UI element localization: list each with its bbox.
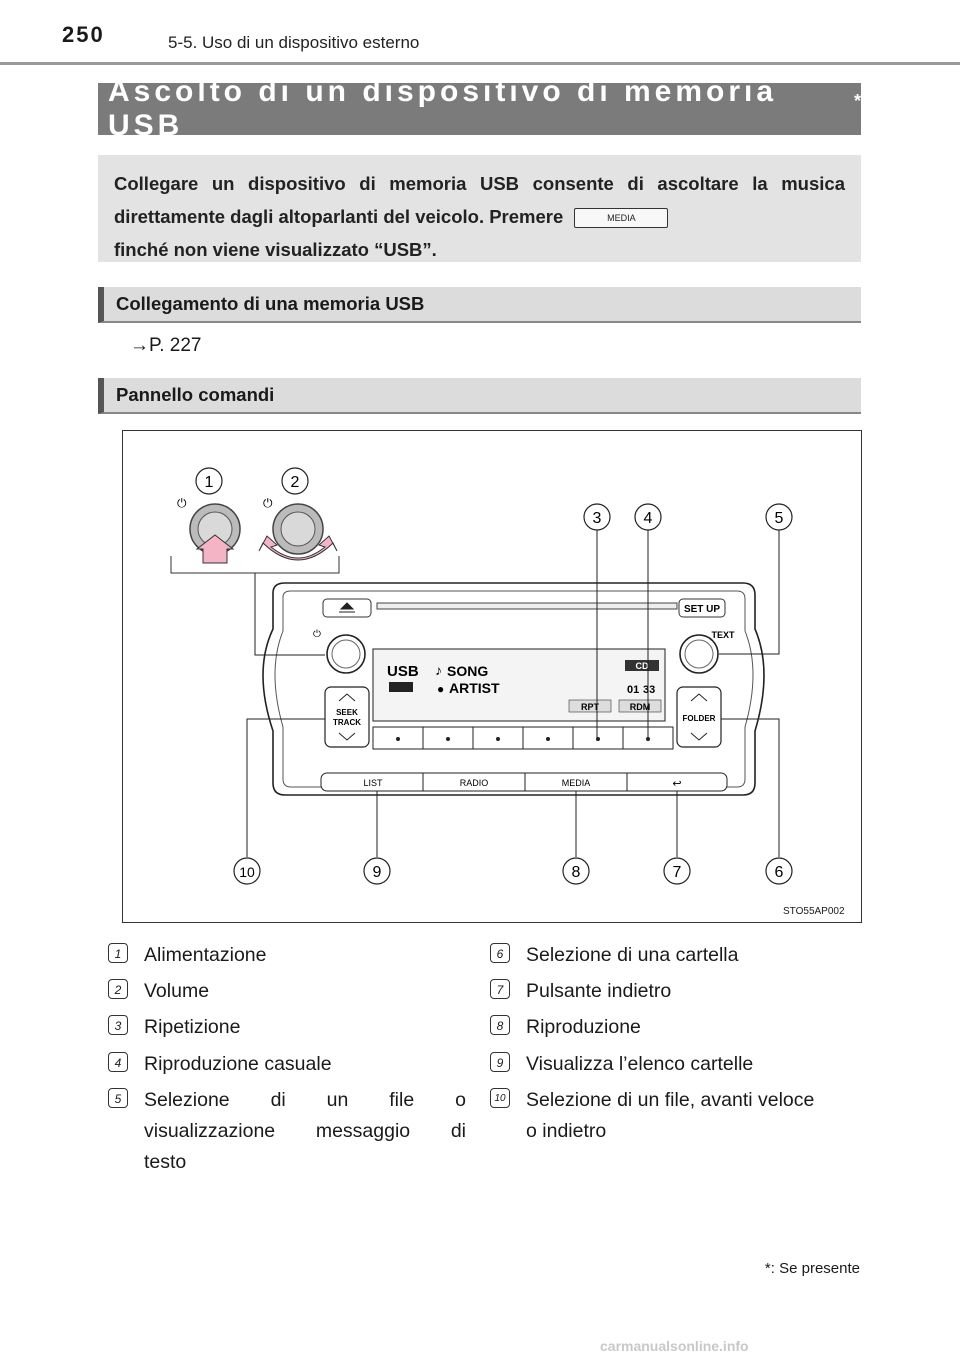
control-panel-diagram [123, 431, 860, 921]
callout-2 [282, 468, 308, 494]
callout-5 [766, 504, 792, 530]
svg-text:10: 10 [239, 864, 255, 880]
callout-9 [364, 858, 390, 884]
figure-code: STO55AP002 [783, 906, 845, 917]
callout-3 [584, 504, 610, 530]
legend-item-4: 4 Riproduzione casuale [108, 1049, 332, 1080]
section-label: 5-5. Uso di un dispositivo esterno [168, 33, 420, 52]
intro-text: Collegare un dispositivo di memoria USB consente di ascoltare la musica direttamente dagli altoparlanti del veicolo. Premere [114, 173, 845, 227]
svg-text:LIST: LIST [363, 778, 383, 788]
legend-item-6: 6 Selezione di una cartella [490, 940, 738, 971]
page-title [98, 75, 861, 142]
legend-item-5: 5 Selezione di un file o visualizzazione messaggio di testo [108, 1085, 466, 1178]
svg-text:6: 6 [774, 864, 784, 881]
section-heading-panel [98, 378, 861, 414]
asterisk-mark: * [764, 1260, 771, 1277]
svg-text:●: ● [437, 682, 445, 696]
svg-text:3: 3 [592, 510, 602, 527]
intro-box [98, 155, 861, 262]
callout-1 [196, 468, 222, 494]
svg-text:SONG: SONG [447, 663, 489, 679]
page-number: 250 [62, 22, 105, 47]
svg-text:⏻: ⏻ [177, 496, 187, 510]
svg-text:7: 7 [672, 864, 682, 881]
svg-text:5: 5 [774, 510, 784, 527]
svg-text:RPT: RPT [581, 702, 599, 712]
svg-text:⏻: ⏻ [263, 496, 273, 510]
section-heading-panel-text: Pannello comandi [116, 384, 275, 405]
radio-unit [263, 583, 764, 795]
section-heading-connect-text: Collegamento di una memoria USB [116, 293, 425, 314]
footnote: *: Se presente [764, 1260, 860, 1277]
svg-text:TRACK: TRACK [333, 718, 361, 727]
legend-item-7: 7 Pulsante indietro [490, 976, 671, 1007]
svg-text:ARTIST: ARTIST [449, 680, 500, 696]
page-title-text: Ascolto di un dispositivo di memoria USB [108, 75, 778, 142]
media-button-icon: MEDIA [574, 208, 668, 228]
legend-item-2: 2 Volume [108, 976, 209, 1007]
legend-item-1: 1 Alimentazione [108, 940, 266, 971]
svg-text:TEXT: TEXT [711, 630, 735, 640]
callout-7 [664, 858, 690, 884]
intro-text-after: finché non viene visualizzato “USB”. [114, 239, 437, 260]
page-reference: →P. 227 [130, 335, 202, 356]
power-knob-inset [177, 496, 240, 563]
svg-text:CD: CD [635, 661, 649, 671]
svg-text:SEEK: SEEK [336, 708, 358, 717]
callout-8 [563, 858, 589, 884]
svg-text:4: 4 [643, 510, 653, 527]
legend-item-10: 10 Selezione di un file, avanti veloce o indietro [490, 1085, 814, 1147]
callout-4 [635, 504, 661, 530]
svg-text:8: 8 [571, 864, 581, 881]
legend-item-8: 8 Riproduzione [490, 1012, 641, 1043]
svg-text:⏻: ⏻ [313, 629, 321, 640]
svg-text:MEDIA: MEDIA [561, 778, 591, 788]
legend-item-9: 9 Visualizza l’elenco cartelle [490, 1049, 753, 1080]
svg-text:1: 1 [204, 474, 214, 491]
control-panel-figure [122, 430, 862, 923]
volume-knob-inset [259, 496, 337, 560]
svg-text:FOLDER: FOLDER [682, 714, 716, 723]
svg-text:33: 33 [643, 684, 656, 696]
legend-item-3: 3 Ripetizione [108, 1012, 240, 1043]
header-rule [0, 62, 960, 65]
svg-text:9: 9 [372, 864, 382, 881]
watermark: carmanualsonline.info [600, 1338, 749, 1354]
asterisk-mark: * [853, 90, 861, 111]
svg-text:RADIO: RADIO [459, 778, 489, 788]
callout-10 [234, 858, 260, 884]
svg-text:RDM: RDM [629, 702, 651, 712]
svg-text:USB: USB [387, 663, 419, 680]
section-heading-connect [98, 287, 861, 323]
svg-text:01: 01 [627, 684, 640, 696]
svg-text:2: 2 [290, 474, 300, 491]
svg-text:♪: ♪ [435, 662, 442, 678]
callout-6 [766, 858, 792, 884]
svg-text:SET UP: SET UP [683, 604, 721, 615]
svg-text:↩: ↩ [672, 778, 682, 790]
